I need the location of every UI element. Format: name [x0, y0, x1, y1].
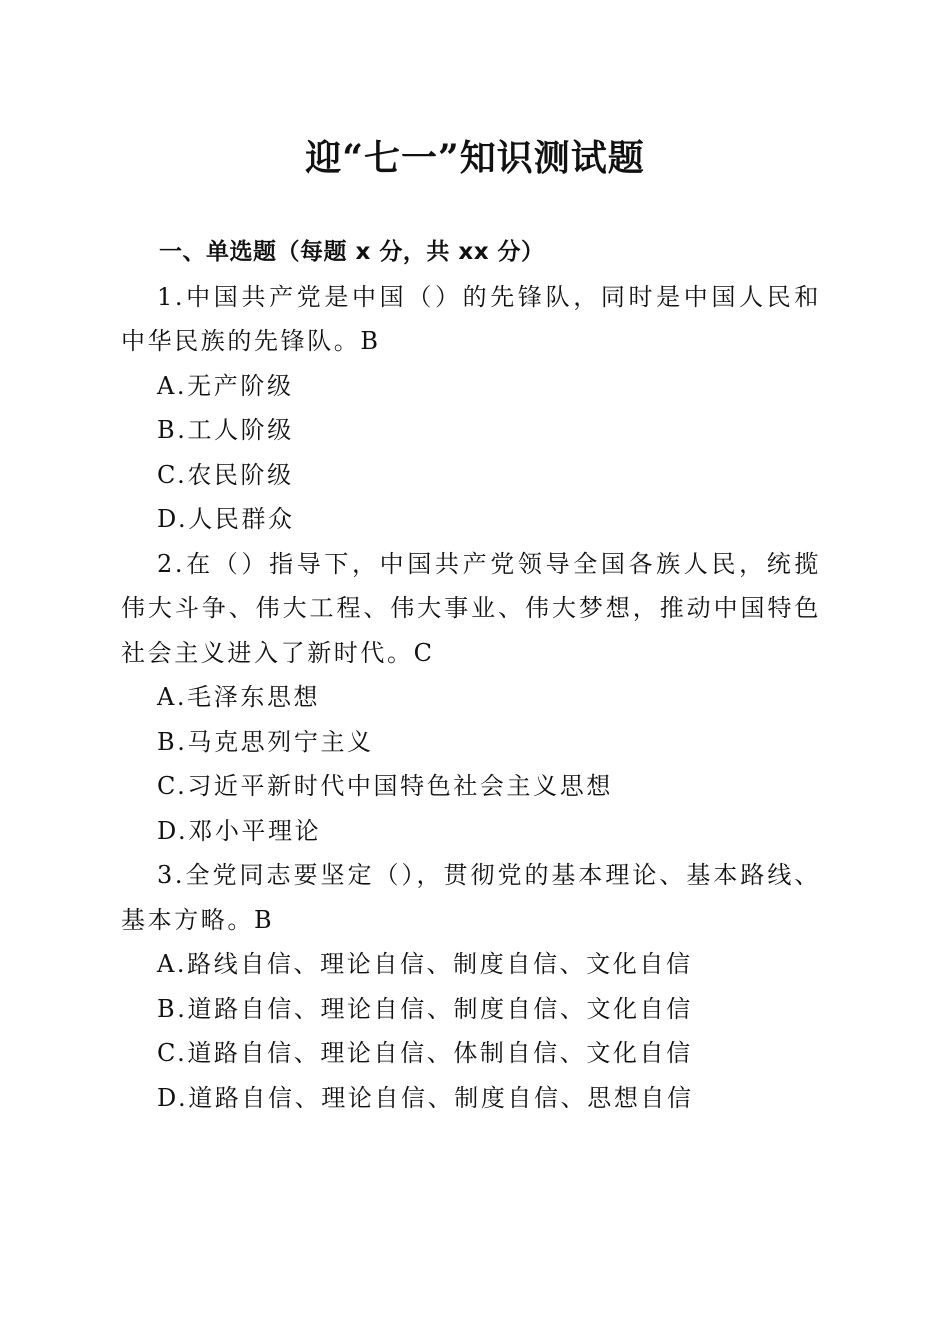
- document-body: [121, 230, 821, 1120]
- section-heading: 一、单选题（每题 x 分，共 xx 分）: [159, 239, 545, 265]
- question-2-text: 2.在（）指导下，中国共产党领导全国各族人民，统揽伟大斗争、伟大工程、伟大事业、伟大梦想，推动中国特色社会主义进入了新时代。: [121, 549, 821, 667]
- question-1-option-d: D.人民群众: [157, 505, 295, 533]
- question-2-answer: C: [413, 638, 432, 667]
- question-2-option-b: B.马克思列宁主义: [157, 727, 374, 756]
- question-3-answer: B: [254, 905, 272, 934]
- question-1-answer: B: [360, 327, 379, 355]
- question-3-option-d: D.道路自信、理论自信、制度自信、思想自信: [157, 1083, 694, 1112]
- question-3-option-a: A.路线自信、理论自信、制度自信、文化自信: [157, 950, 693, 978]
- question-2: [121, 542, 821, 676]
- question-1-text: 1.中国共产党是中国（）的先锋队，同时是中国人民和中华民族的先锋队。: [121, 282, 821, 355]
- question-1-option-a: A.无产阶级: [157, 371, 294, 400]
- page-title: 迎“七一”知识测试题: [305, 137, 645, 179]
- question-2-option-d: D.邓小平理论: [157, 816, 322, 845]
- question-3: [121, 853, 821, 942]
- question-1-option-c: C.农民阶级: [157, 460, 294, 489]
- question-1-option-b: B.工人阶级: [157, 416, 294, 444]
- question-3-text: 3.全党同志要坚定（），贯彻党的基本理论、基本路线、基本方略。: [121, 861, 821, 934]
- question-2-option-c: C.习近平新时代中国特色社会主义思想: [157, 772, 613, 800]
- question-3-option-c: C.道路自信、理论自信、体制自信、文化自信: [157, 1039, 693, 1067]
- question-2-option-a: A.毛泽东思想: [157, 683, 321, 711]
- question-1: [121, 275, 821, 364]
- question-3-option-b: B.道路自信、理论自信、制度自信、文化自信: [157, 994, 693, 1023]
